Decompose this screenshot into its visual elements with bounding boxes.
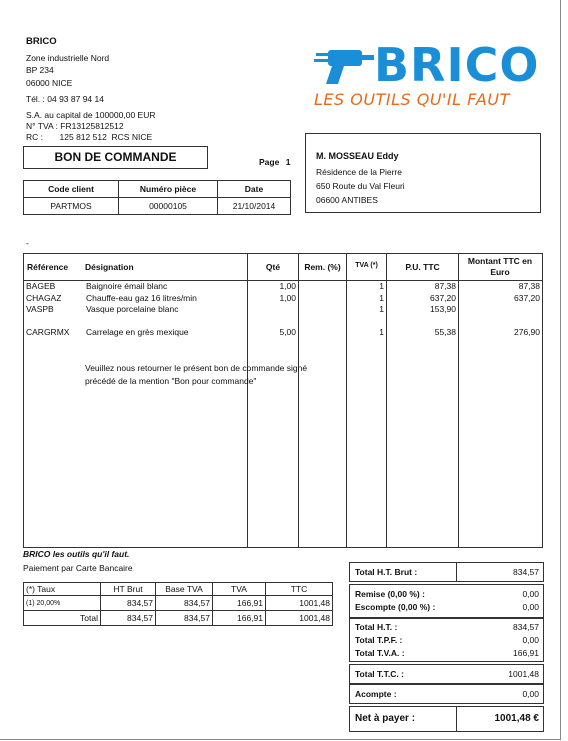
payment-method: Paiement par Carte Bancaire — [23, 563, 133, 573]
totals-ttc-box — [349, 664, 544, 684]
vat-row-ht: 834,57 — [101, 596, 156, 611]
totals-acompte-value: 0,00 — [522, 689, 539, 699]
header-vat: TVA (*) — [355, 262, 378, 269]
line-discount — [298, 327, 346, 339]
line-qty — [247, 316, 298, 328]
line-qty: 1,00 — [279, 292, 296, 303]
line-vat: 1 — [379, 304, 384, 314]
line-reference: CHAGAZ — [26, 292, 62, 303]
net-to-pay-label: Net à payer : — [355, 713, 416, 724]
line-amount — [458, 339, 542, 351]
header-amount: Montant TTC en Euro — [467, 256, 533, 277]
recipient-line2: 650 Route du Val Fleuri — [316, 181, 405, 191]
dash-mark: - — [26, 238, 29, 248]
table-row — [24, 327, 542, 339]
totals-escompte-value: 0,00 — [522, 602, 539, 612]
line-designation: Carrelage en grès mexique — [86, 327, 189, 337]
document-title-box — [23, 146, 208, 169]
meta-date-value: 21/10/2014 — [218, 198, 291, 215]
table-row — [24, 339, 542, 351]
meta-piece-value: 00000105 — [119, 198, 218, 215]
line-vat: 1 — [379, 292, 384, 303]
line-unit-price: 637,20 — [430, 292, 456, 303]
line-vat: 1 — [379, 281, 384, 291]
line-qty — [247, 304, 298, 316]
line-discount — [298, 304, 346, 316]
line-amount: 276,90 — [514, 327, 540, 337]
totals-ttc-value: 1001,48 — [508, 669, 539, 679]
page-number: 1 — [285, 157, 291, 167]
line-unit-price: 87,38 — [434, 281, 456, 291]
totals-ht-value: 834,57 — [513, 622, 539, 632]
vat-total-base: 834,57 — [156, 611, 213, 626]
recipient-line3: 06600 ANTIBES — [316, 195, 378, 205]
page-label: Page — [259, 157, 280, 167]
line-vat — [346, 339, 386, 351]
line-qty — [247, 339, 298, 351]
order-note-line1: Veuillez nous retourner le présent bon de commande signé — [85, 363, 308, 373]
totals-tva-value: 166,91 — [513, 648, 539, 658]
line-amount — [458, 316, 542, 328]
company-capital: S.A. au capital de 100000,00 EUR — [26, 109, 156, 120]
order-lines-table — [24, 281, 542, 350]
line-reference — [24, 316, 84, 328]
totals-acompte-box — [349, 684, 544, 704]
vat-summary-table — [23, 582, 333, 626]
document-title: BON DE COMMANDE — [54, 150, 177, 164]
line-designation — [84, 316, 247, 328]
totals-ht-brut-box — [349, 562, 544, 582]
totals-ht-brut-label: Total H.T. Brut : — [355, 567, 418, 577]
line-reference: BAGEB — [26, 281, 56, 291]
vat-row-ttc: 1001,48 — [266, 596, 333, 611]
line-vat — [346, 316, 386, 328]
line-amount: 87,38 — [518, 281, 540, 291]
vat-header-ht: HT Brut — [101, 583, 156, 596]
line-designation: Vasque porcelaine blanc — [86, 304, 179, 314]
company-name: BRICO — [26, 36, 57, 47]
company-phone: Tél. : 04 93 87 94 14 — [26, 94, 104, 104]
company-block — [26, 36, 155, 143]
vat-total-tva: 166,91 — [213, 611, 266, 626]
line-reference: VASPB — [26, 304, 54, 314]
vat-header-rate: (*) Taux — [24, 583, 101, 596]
logo-slogan: LES OUTILS QU'IL FAUT — [314, 90, 510, 109]
line-unit-price: 153,90 — [430, 304, 456, 314]
recipient-box — [305, 133, 541, 213]
vat-row-tva: 166,91 — [213, 596, 266, 611]
vat-row-rate: (1) 20,00% — [24, 596, 101, 611]
page-indicator — [259, 157, 290, 167]
totals-escompte-label: Escompte (0,00 %) : — [355, 602, 436, 612]
line-vat: 1 — [379, 327, 384, 337]
totals-remise-value: 0,00 — [522, 589, 539, 599]
totals-discount-box — [349, 584, 544, 618]
meta-header-date: Date — [218, 181, 291, 198]
order-note-line2: précédé de la mention "Bon pour commande" — [85, 375, 257, 386]
vat-total-label: Total — [24, 611, 101, 626]
vat-total-ttc: 1001,48 — [266, 611, 333, 626]
line-qty: 5,00 — [279, 327, 296, 337]
totals-divider — [456, 707, 457, 731]
line-designation: Baignoire émail blanc — [86, 281, 168, 291]
line-unit-price: 55,38 — [434, 327, 456, 337]
brico-logo — [312, 38, 540, 112]
line-designation: Chauffe-eau gaz 16 litres/min — [86, 292, 197, 303]
totals-ht-label: Total H.T. : — [355, 622, 398, 632]
drill-icon — [314, 46, 376, 86]
net-to-pay-box — [349, 706, 544, 732]
line-discount — [298, 339, 346, 351]
totals-ht-brut-value: 834,57 — [513, 567, 539, 577]
line-reference — [24, 339, 84, 351]
totals-remise-label: Remise (0,00 %) : — [355, 589, 425, 599]
net-to-pay-value: 1001,48 € — [494, 713, 539, 724]
vat-header-tva: TVA — [213, 583, 266, 596]
line-amount — [458, 304, 542, 316]
vat-total-ht: 834,57 — [101, 611, 156, 626]
line-unit-price — [386, 316, 458, 328]
vat-header-ttc: TTC — [266, 583, 333, 596]
totals-tpf-value: 0,00 — [522, 635, 539, 645]
header-reference: Référence — [27, 262, 69, 272]
company-address2: BP 234 — [26, 65, 54, 75]
table-row — [24, 293, 542, 305]
vat-header-base: Base TVA — [156, 583, 213, 596]
company-tva: N° TVA : FR13125812512 — [26, 120, 124, 131]
footer-slogan: BRICO les outils qu'il faut. — [23, 549, 130, 559]
meta-table — [23, 180, 291, 215]
table-row — [24, 316, 542, 328]
line-unit-price — [386, 339, 458, 351]
header-designation: Désignation — [85, 262, 134, 272]
order-note — [85, 362, 307, 387]
meta-client-value: PARTMOS — [24, 198, 119, 215]
totals-divider — [456, 563, 457, 581]
totals-tax-box — [349, 618, 544, 662]
company-address1: Zone industrielle Nord — [26, 52, 110, 63]
table-row — [24, 281, 542, 293]
line-discount — [298, 293, 346, 305]
vat-row-base: 834,57 — [156, 596, 213, 611]
totals-tpf-label: Total T.P.F. : — [355, 635, 403, 645]
line-qty: 1,00 — [279, 281, 296, 291]
line-amount: 637,20 — [514, 292, 540, 303]
meta-header-piece: Numéro pièce — [119, 181, 218, 198]
header-qty: Qté — [265, 262, 281, 272]
recipient-line1: Résidence de la Pierre — [316, 167, 402, 177]
line-discount — [298, 281, 346, 293]
line-designation — [84, 339, 247, 351]
meta-header-client: Code client — [24, 181, 119, 198]
company-rc: RC : 125 812 512 RCS NICE — [26, 131, 153, 142]
totals-ttc-label: Total T.T.C. : — [355, 669, 404, 679]
totals-tva-label: Total T.V.A. : — [355, 648, 405, 658]
company-city: 06000 NICE — [26, 77, 73, 88]
line-discount — [298, 316, 346, 328]
order-lines-frame — [23, 253, 543, 548]
logo-wordmark: BRICO — [374, 38, 540, 92]
header-discount: Rem. (%) — [304, 262, 341, 272]
line-reference: CARGRMX — [26, 327, 70, 337]
recipient-name: M. MOSSEAU Eddy — [316, 151, 399, 161]
totals-acompte-label: Acompte : — [355, 689, 397, 699]
header-unit-price: P.U. TTC — [405, 262, 440, 272]
table-row — [24, 304, 542, 316]
